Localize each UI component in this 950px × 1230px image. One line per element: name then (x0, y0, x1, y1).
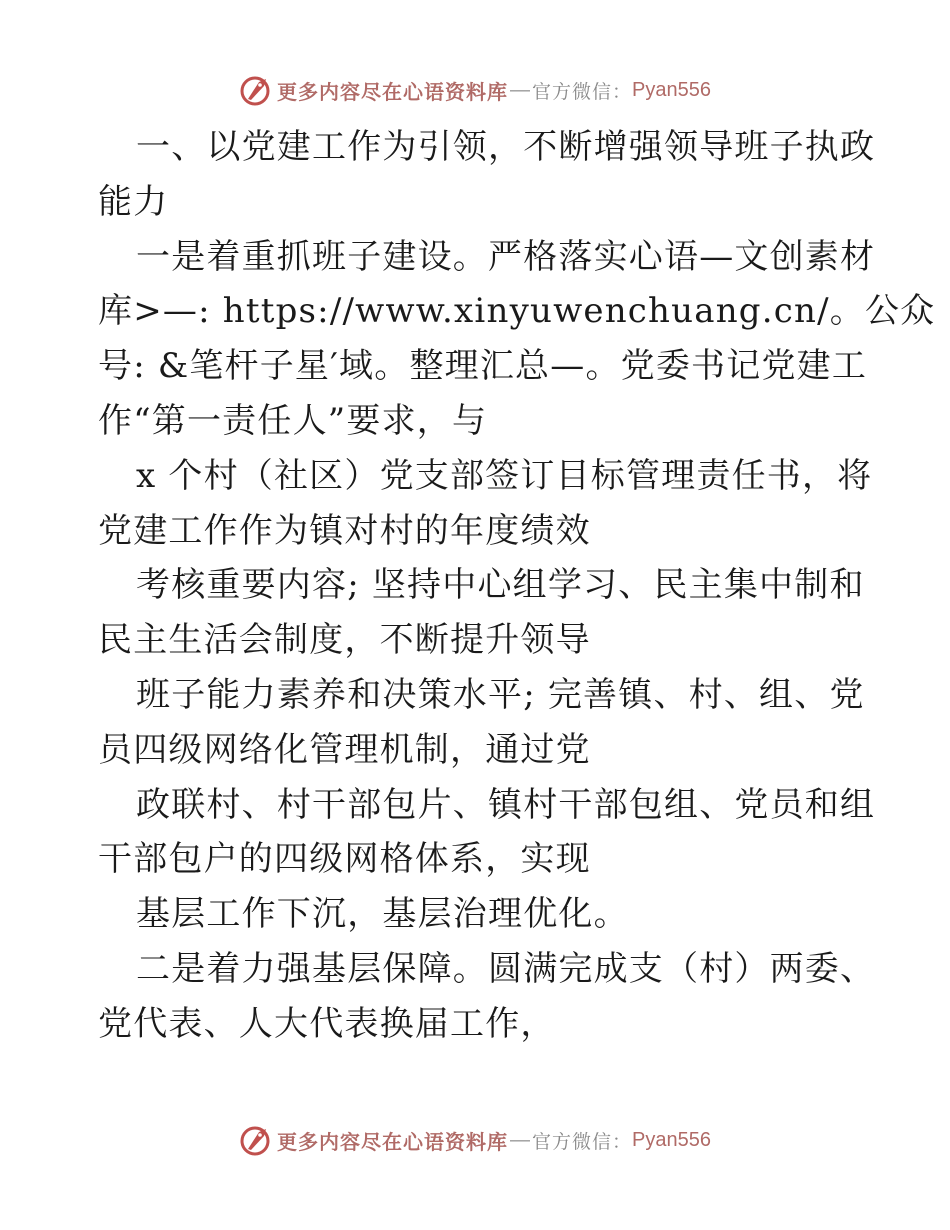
paragraph-line: 干部包户的四级网格体系，实现 (98, 839, 591, 880)
paragraph-line: 党建工作作为镇对村的年度绩效 (98, 510, 591, 551)
paragraph-line: x 个村（社区）党支部签订目标管理责任书，将 (136, 455, 873, 496)
section-heading-continuation: 能力 (98, 181, 169, 222)
paragraph-line: 政联村、村干部包片、镇村干部包组、党员和组 (136, 784, 876, 825)
paragraph-line: 基层工作下沉，基层治理优化。 (136, 894, 629, 935)
watermark-wechat-id: Pyan556 (632, 78, 711, 101)
paragraph-line: 号: &笔杆子星′域。整理汇总—。党委书记党建工 (98, 346, 868, 387)
paragraph-line: 班子能力素养和决策水平; 完善镇、村、组、党 (136, 674, 865, 715)
watermark-separator: — (510, 78, 530, 101)
paragraph-line: 党代表、人大代表换届工作， (98, 1003, 556, 1044)
paragraph-line: 民主生活会制度，不断提升领导 (98, 620, 591, 661)
pen-nib-circle-icon (239, 1123, 273, 1157)
paragraph-line: 一是着重抓班子建设。严格落实心语—文创素材 (136, 236, 876, 277)
paragraph-line: 员四级网络化管理机制，通过党 (98, 729, 591, 770)
footer-watermark (0, 1120, 950, 1160)
section-heading: 一、以党建工作为引领，不断增强领导班子执政 (136, 127, 876, 167)
watermark-brand: 更多内容尽在心语资料库 (277, 79, 508, 104)
header-watermark (0, 70, 950, 110)
document-body (98, 120, 936, 1052)
watermark-separator: — (510, 1128, 530, 1151)
watermark-wechat-label: 官方微信： (532, 1130, 633, 1153)
pen-nib-circle-icon (239, 73, 273, 107)
paragraph-line: 库>—: https://www.xinyuwenchuang.cn/。公众 (98, 291, 936, 332)
paragraph-line: 作“第一责任人”要求，与 (98, 400, 488, 441)
watermark-wechat-id: Pyan556 (632, 1128, 711, 1151)
paragraph-line: 二是着力强基层保障。圆满完成支（村）两委、 (136, 948, 876, 989)
watermark-wechat-label: 官方微信： (532, 80, 633, 103)
paragraph-line: 考核重要内容; 坚持中心组学习、民主集中制和 (136, 565, 865, 606)
watermark-brand: 更多内容尽在心语资料库 (277, 1129, 508, 1154)
